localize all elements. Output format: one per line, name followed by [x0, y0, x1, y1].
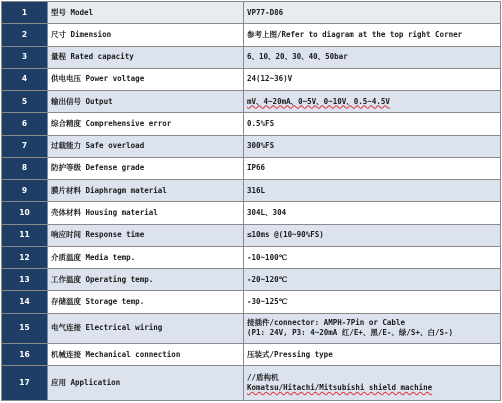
table-row [2, 113, 501, 135]
value-line: IP66 [247, 163, 266, 173]
row-number: 10 [2, 202, 48, 224]
param-label: 供电电压 Power voltage [48, 68, 244, 90]
value-line: -20~120℃ [247, 274, 288, 284]
param-label: 防护等级 Defense grade [48, 157, 244, 179]
param-value [244, 135, 501, 157]
param-value [244, 91, 501, 113]
value-line: 300%FS [247, 141, 275, 151]
row-number: 2 [2, 24, 48, 46]
param-label: 机械连接 Mechanical connection [48, 344, 244, 366]
table-row [2, 91, 501, 113]
spec-table [1, 1, 501, 401]
table-row [2, 269, 501, 291]
row-number: 13 [2, 269, 48, 291]
param-value [244, 180, 501, 202]
row-number: 8 [2, 157, 48, 179]
value-line: mV、4~20mA、0~5V、0~10V、0.5~4.5V [247, 96, 390, 106]
value-line: 压装式/Pressing type [247, 349, 333, 359]
param-value [244, 113, 501, 135]
value-line: Komatsu/Hitachi/Mitsubishi shield machine [247, 383, 433, 393]
row-number: 15 [2, 313, 48, 343]
param-value [244, 46, 501, 68]
value-line: 参考上图/Refer to diagram at the top right Corner [247, 29, 463, 39]
value-line: 接插件/connector: AMPH-7Pin or Cable [247, 318, 405, 328]
param-label: 存储温度 Storage temp. [48, 291, 244, 313]
param-label: 型号 Model [48, 2, 244, 24]
table-row [2, 291, 501, 313]
param-value [244, 157, 501, 179]
row-number: 7 [2, 135, 48, 157]
param-value [244, 24, 501, 46]
row-number: 16 [2, 344, 48, 366]
table-row [2, 46, 501, 68]
param-value [244, 291, 501, 313]
value-line: -30~125℃ [247, 297, 288, 307]
value-line: 24(12~36)V [247, 74, 293, 84]
row-number: 11 [2, 224, 48, 246]
param-value [244, 68, 501, 90]
param-value [244, 313, 501, 343]
value-line: (P1: 24V, P3: 4~20mA 红/E+、黑/E-、绿/S+、白/S-) [247, 328, 454, 338]
param-label: 综合精度 Comprehensive error [48, 113, 244, 135]
row-number: 1 [2, 2, 48, 24]
value-line: //盾构机 [247, 373, 279, 383]
row-number: 17 [2, 366, 48, 401]
table-row [2, 2, 501, 24]
value-line: ≤10ms @(10~90%FS) [247, 230, 324, 240]
value-line: 6、10、20、30、40、50bar [247, 52, 348, 62]
param-label: 介质温度 Media temp. [48, 246, 244, 268]
row-number: 9 [2, 180, 48, 202]
param-label: 量程 Rated capacity [48, 46, 244, 68]
table-row [2, 180, 501, 202]
value-line: 304L、304 [247, 208, 287, 218]
param-label: 壳体材料 Housing material [48, 202, 244, 224]
table-row [2, 24, 501, 46]
row-number: 12 [2, 246, 48, 268]
param-label: 膜片材料 Diaphragm material [48, 180, 244, 202]
table-row [2, 344, 501, 366]
param-value [244, 202, 501, 224]
param-label: 应用 Application [48, 366, 244, 401]
value-line: -10~100℃ [247, 252, 288, 262]
spec-table-body [2, 2, 501, 401]
row-number: 14 [2, 291, 48, 313]
row-number: 4 [2, 68, 48, 90]
param-value [244, 2, 501, 24]
param-value [244, 344, 501, 366]
row-number: 6 [2, 113, 48, 135]
param-label: 响应时间 Response time [48, 224, 244, 246]
param-label: 工作温度 Operating temp. [48, 269, 244, 291]
param-label: 尺寸 Dimension [48, 24, 244, 46]
param-label: 输出信号 Output [48, 91, 244, 113]
table-row [2, 366, 501, 401]
param-value [244, 269, 501, 291]
param-value [244, 224, 501, 246]
value-line: VP77-D86 [247, 7, 284, 17]
table-row [2, 246, 501, 268]
value-line: 0.5%FS [247, 118, 275, 128]
table-row [2, 135, 501, 157]
value-line: 316L [247, 185, 266, 195]
row-number: 5 [2, 91, 48, 113]
param-label: 过载能力 Safe overload [48, 135, 244, 157]
param-value [244, 246, 501, 268]
table-row [2, 68, 501, 90]
table-row [2, 157, 501, 179]
table-row [2, 202, 501, 224]
param-value [244, 366, 501, 401]
param-label: 电气连接 Electrical wiring [48, 313, 244, 343]
table-row [2, 224, 501, 246]
row-number: 3 [2, 46, 48, 68]
table-row [2, 313, 501, 343]
